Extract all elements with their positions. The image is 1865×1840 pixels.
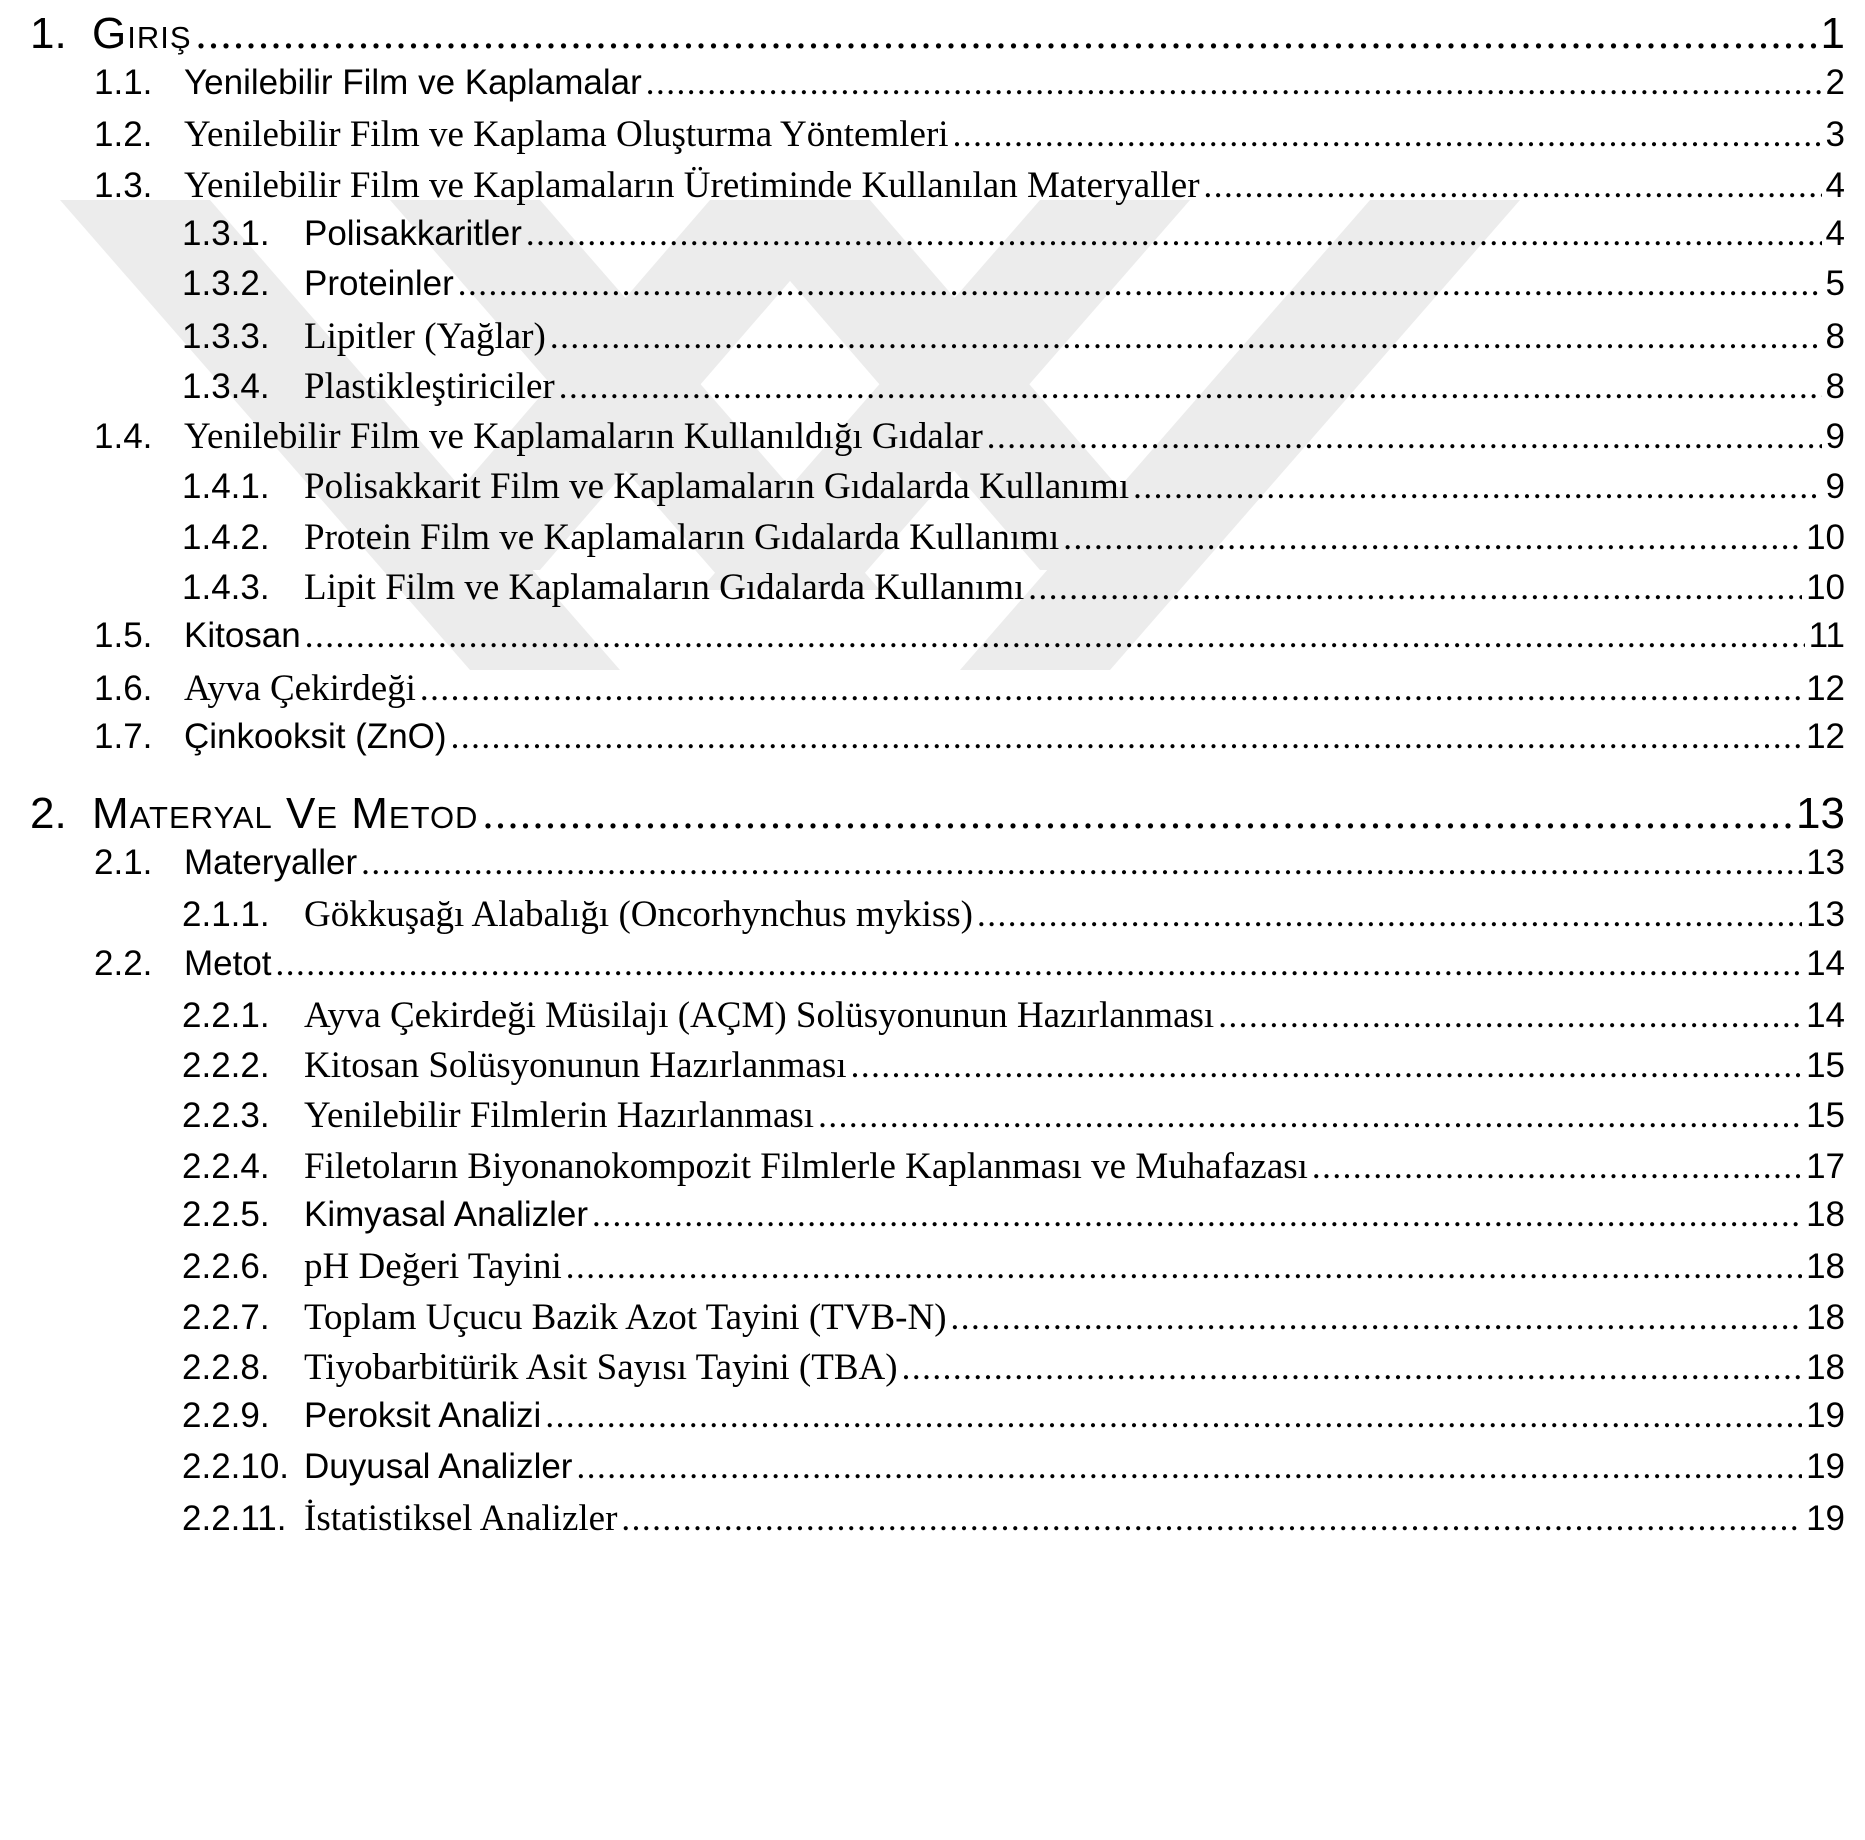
toc-dot-leader	[361, 843, 1802, 883]
toc-dot-leader	[276, 944, 1803, 984]
toc-entry-page-number: 1	[1820, 9, 1845, 58]
toc-dot-leader	[196, 8, 1817, 59]
toc-entry-number: 2.2.7.	[182, 1297, 270, 1337]
toc-entry-title[interactable]: Lipitler (Yağlar)	[304, 315, 546, 357]
toc-dot-leader	[646, 63, 1822, 103]
toc-entry-page-number: 9	[1825, 417, 1845, 457]
toc-dot-leader	[420, 669, 1802, 709]
toc-entry-page-number: 15	[1806, 1096, 1845, 1136]
toc-entry-page-number: 3	[1825, 115, 1845, 155]
toc-entry-page-number: 2	[1825, 63, 1845, 102]
toc-entry-page-number: 13	[1806, 895, 1845, 935]
toc-entry-title[interactable]: Tiyobarbitürik Asit Sayısı Tayini (TBA)	[304, 1346, 898, 1388]
toc-entry-title[interactable]: Duyusal Analizler	[304, 1446, 573, 1486]
toc-entry-title[interactable]: Kimyasal Analizler	[304, 1195, 588, 1234]
toc-dot-leader	[451, 717, 1803, 757]
toc-dot-leader	[526, 214, 1822, 254]
toc-entry-title[interactable]: Lipit Film ve Kaplamaların Gıdalarda Kullanımı	[304, 567, 1025, 608]
toc-entry-page-number: 18	[1806, 1297, 1845, 1337]
toc-entry-number: 2.2.10.	[182, 1446, 290, 1486]
toc-entry-title[interactable]: Gökkuşağı Alabalığı (Oncorhynchus mykiss)	[304, 894, 973, 936]
toc-entry-number: 2.2.8.	[182, 1347, 270, 1387]
toc-dot-leader	[1133, 467, 1821, 507]
toc-entry-title[interactable]: Materyaller	[184, 842, 358, 882]
toc-entry-title[interactable]: Yenilebilir Film ve Kaplama Oluşturma Yöntemleri	[184, 114, 949, 156]
toc-entry-page-number: 4	[1825, 165, 1845, 205]
toc-dot-leader	[902, 1348, 1803, 1388]
toc-entry[interactable]	[30, 8, 1845, 68]
toc-entry-page-number: 18	[1806, 1347, 1845, 1387]
toc-dot-leader	[818, 1096, 1802, 1136]
toc-entry-page-number: 12	[1806, 668, 1845, 708]
toc-entry-title[interactable]: Proteinler	[304, 264, 454, 304]
toc-entry-page-number: 19	[1806, 1498, 1845, 1538]
toc-dot-leader	[953, 115, 1822, 155]
toc-dot-leader	[1312, 1147, 1802, 1187]
toc-dot-leader	[576, 1447, 1802, 1487]
toc-entry-number: 2.2.9.	[182, 1396, 270, 1436]
toc-dot-leader	[977, 895, 1802, 935]
toc-entry-title[interactable]: Polisakkaritler	[304, 213, 522, 253]
toc-entry-number: 1.5.	[94, 616, 153, 656]
toc-entry-page-number: 15	[1806, 1046, 1845, 1086]
toc-entry-number: 1.3.	[94, 165, 153, 205]
toc-entry-title[interactable]: Peroksit Analizi	[304, 1396, 542, 1436]
toc-entry-title[interactable]: İstatistiksel Analizler	[304, 1497, 618, 1539]
toc-entry-page-number: 5	[1825, 264, 1845, 304]
toc-entry-page-number: 18	[1806, 1247, 1845, 1287]
toc-entry-page-number: 8	[1825, 366, 1845, 406]
toc-dot-leader	[550, 317, 1822, 357]
toc-dot-leader	[482, 788, 1792, 839]
toc-entry-number: 1.4.	[94, 417, 153, 457]
toc-entry-title[interactable]: Polisakkarit Film ve Kaplamaların Gıdalarda Kullanımı	[304, 466, 1130, 508]
toc-entry-number: 2.2.	[94, 943, 153, 983]
toc-entry-page-number: 14	[1806, 943, 1845, 983]
toc-dot-leader	[1063, 518, 1802, 558]
toc-entry-page-number: 17	[1806, 1146, 1845, 1186]
toc-entry-title[interactable]: Giriş	[92, 9, 192, 58]
toc-entry-title[interactable]: Yenilebilir Film ve Kaplamaların Üretiminde Kullanılan Materyaller	[184, 164, 1200, 206]
toc-entry-title[interactable]: Yenilebilir Film ve Kaplamalar	[184, 63, 642, 102]
toc-dot-leader	[592, 1195, 1802, 1235]
toc-dot-leader	[305, 616, 1805, 656]
toc-entry-number: 2.	[30, 788, 67, 838]
toc-entry-number: 1.1.	[94, 63, 153, 102]
toc-dot-leader	[951, 1298, 1803, 1338]
toc-entry-page-number: 12	[1806, 716, 1845, 756]
toc-entry-number: 2.2.3.	[182, 1096, 270, 1136]
toc-entry-title[interactable]: Ayva Çekirdeği Müsilajı (AÇM) Solüsyonunun Hazırlanması	[304, 994, 1215, 1036]
toc-entry-title[interactable]: Materyal Ve Metod	[92, 788, 479, 838]
toc-entry-page-number: 8	[1825, 316, 1845, 356]
toc-entry-number: 2.2.5.	[182, 1195, 270, 1234]
toc-entry-number: 1.4.1.	[182, 467, 270, 507]
toc-entry-title[interactable]: Kitosan	[184, 616, 301, 656]
toc-dot-leader	[559, 367, 1822, 407]
toc-dot-leader	[851, 1046, 1802, 1086]
toc-entry-page-number: 14	[1806, 995, 1845, 1035]
toc-dot-leader	[1204, 166, 1822, 206]
toc-entry-number: 2.2.6.	[182, 1247, 270, 1287]
toc-dot-leader	[1218, 996, 1802, 1036]
toc-entry-page-number: 19	[1806, 1396, 1845, 1436]
toc-entry[interactable]	[94, 717, 1845, 777]
toc-entry-page-number: 10	[1806, 517, 1845, 557]
toc-entry-title[interactable]: Kitosan Solüsyonunun Hazırlanması	[304, 1045, 847, 1087]
toc-entry-title[interactable]: Filetoların Biyonanokompozit Filmlerle Kaplanması ve Muhafazası	[304, 1145, 1308, 1187]
toc-entry-title[interactable]: Plastikleştiriciler	[304, 365, 555, 407]
toc-entry-number: 2.2.11.	[182, 1498, 287, 1538]
toc-entry-title[interactable]: Ayva Çekirdeği	[184, 667, 416, 709]
toc-entry-number: 1.3.1.	[182, 213, 270, 253]
toc-entry-page-number: 4	[1825, 213, 1845, 253]
toc-entry-number: 1.3.2.	[182, 264, 270, 304]
toc-entry-page-number: 11	[1808, 616, 1845, 656]
toc-entry-title[interactable]: Yenilebilir Filmlerin Hazırlanması	[304, 1095, 815, 1137]
toc-entry-title[interactable]: Metot	[184, 943, 272, 983]
toc-entry-number: 1.3.3.	[182, 316, 270, 356]
toc-entry-page-number: 9	[1825, 467, 1845, 507]
toc-dot-leader	[987, 417, 1822, 457]
toc-entry[interactable]	[182, 1497, 1845, 1557]
toc-entry-page-number: 18	[1806, 1195, 1845, 1234]
toc-dot-leader	[1028, 568, 1802, 608]
toc-entry-number: 2.2.2.	[182, 1046, 270, 1086]
toc-entry-number: 1.2.	[94, 115, 153, 155]
toc-entry-title[interactable]: Protein Film ve Kaplamaların Gıdalarda Kullanımı	[304, 516, 1060, 558]
toc-entry-number: 1.	[30, 9, 67, 58]
toc-entry-number: 2.1.	[94, 842, 153, 882]
toc-entry-page-number: 19	[1806, 1446, 1845, 1486]
toc-entry-number: 2.2.4.	[182, 1146, 270, 1186]
toc-entry-number: 1.6.	[94, 668, 153, 708]
toc-entry-page-number: 13	[1806, 842, 1845, 882]
toc-dot-leader	[545, 1396, 1802, 1436]
toc-entry-number: 2.1.1.	[182, 895, 270, 935]
toc-entry-number: 1.3.4.	[182, 366, 270, 406]
toc-entry-page-number: 10	[1806, 568, 1845, 607]
toc-entry-title[interactable]: pH Değeri Tayini	[304, 1246, 562, 1288]
toc-dot-leader	[458, 264, 1822, 304]
toc-dot-leader	[566, 1247, 1802, 1287]
toc-entry-title[interactable]: Yenilebilir Film ve Kaplamaların Kullanıldığı Gıdalar	[184, 416, 983, 458]
toc-entry[interactable]	[30, 788, 1845, 848]
toc-entry-number: 1.7.	[94, 716, 153, 756]
toc-entry-number: 2.2.1.	[182, 995, 270, 1035]
toc-entry-number: 1.4.2.	[182, 517, 270, 557]
toc-entry-number: 1.4.3.	[182, 568, 270, 607]
toc-entry-page-number: 13	[1796, 788, 1845, 838]
toc-entry-title[interactable]: Toplam Uçucu Bazik Azot Tayini (TVB-N)	[304, 1296, 947, 1338]
toc-entry-title[interactable]: Çinkooksit (ZnO)	[184, 716, 447, 756]
toc-dot-leader	[621, 1499, 1802, 1539]
